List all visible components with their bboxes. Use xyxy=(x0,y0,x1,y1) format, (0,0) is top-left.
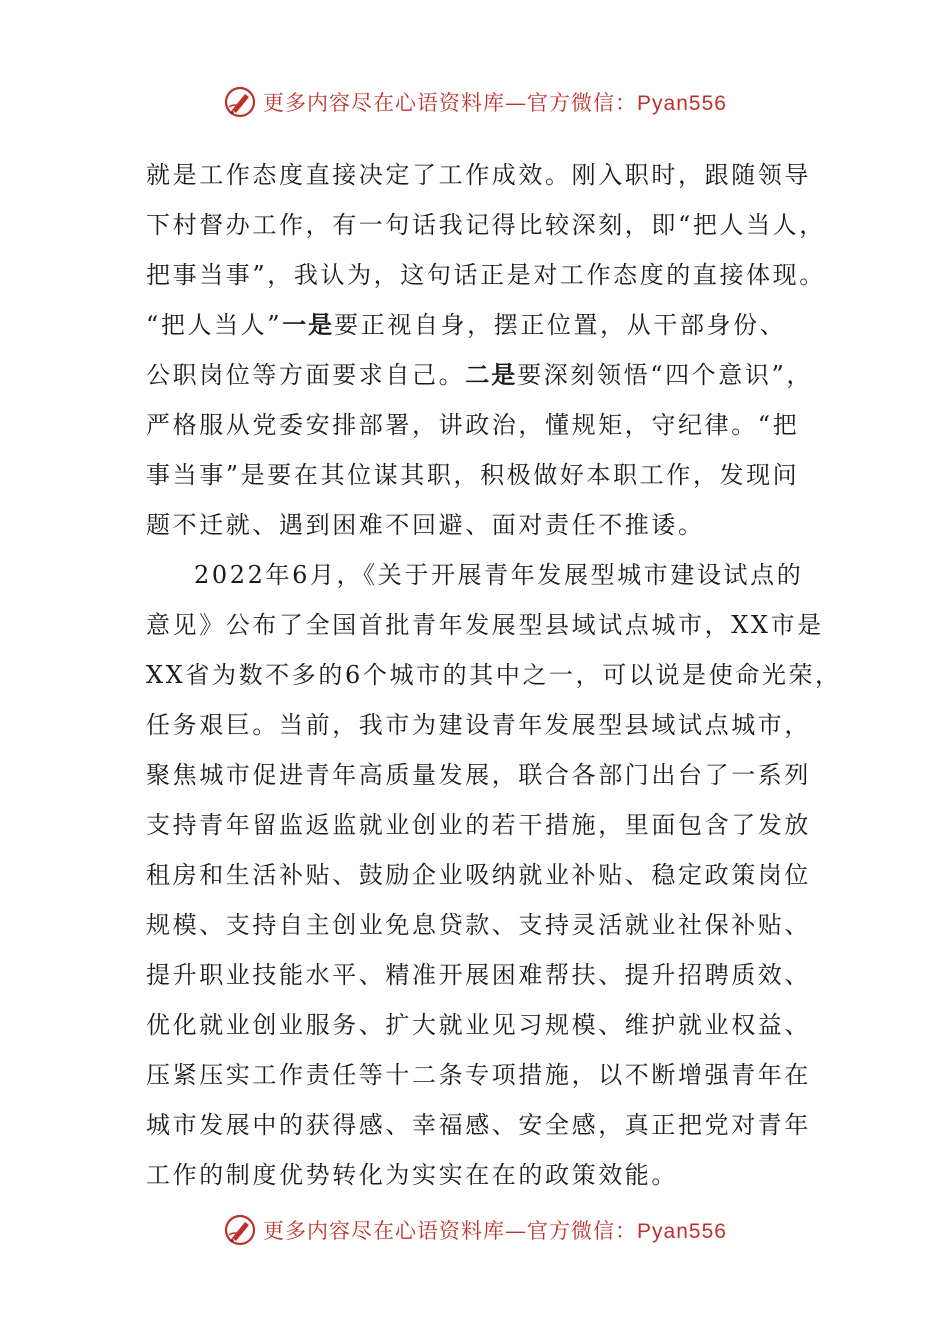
line-text: XX省为数不多的6个城市的其中之一，可以说是使命光荣， xyxy=(146,661,842,689)
text-line xyxy=(146,250,826,300)
line-text: 任务艰巨。当前，我市为建设青年发展型县域试点城市， xyxy=(146,711,811,739)
emphasis-text: 二是 xyxy=(465,361,518,389)
line-text: 城市发展中的获得感、幸福感、安全感，真正把党对青年 xyxy=(146,1111,811,1139)
text-line xyxy=(146,300,806,350)
banner-separator: — xyxy=(505,1219,528,1243)
line-text: 规模、支持自主创业免息贷款、支持灵活就业社保补贴、 xyxy=(146,911,811,939)
line-text: 严格服从党委安排部署，讲政治，懂规矩，守纪律。“把 xyxy=(146,411,800,439)
text-line xyxy=(146,850,811,900)
banner-text xyxy=(263,87,727,117)
text-line xyxy=(146,800,811,850)
banner-separator: — xyxy=(505,91,528,115)
line-text: 公职岗位等方面要求自己。 xyxy=(146,361,466,389)
banner-site-name: 更多内容尽在心语资料库 xyxy=(263,91,506,115)
line-text: 工作的制度优势转化为实实在在的政策效能。 xyxy=(146,1161,678,1189)
text-line xyxy=(146,450,806,500)
line-text: 优化就业创业服务、扩大就业见习规模、维护就业权益、 xyxy=(146,1011,811,1039)
line-text: 下村督办工作，有一句话我记得比较深刻，即“把人当人， xyxy=(146,211,826,239)
text-line xyxy=(146,350,813,400)
text-line xyxy=(146,600,824,650)
line-text: 2022年6月，《关于开展青年发展型城市建设试点的 xyxy=(194,561,804,589)
pen-logo-icon xyxy=(223,1213,257,1247)
pen-logo-icon xyxy=(223,85,257,119)
text-line xyxy=(146,950,811,1000)
footer-banner xyxy=(0,1210,950,1250)
header-banner xyxy=(0,82,950,122)
banner-wechat-id: Pyan556 xyxy=(637,92,727,115)
line-text: 要正视自身，摆正位置，从干部身份、 xyxy=(334,311,787,339)
banner-wechat-label: 官方微信： xyxy=(527,91,638,115)
banner-site-name: 更多内容尽在心语资料库 xyxy=(263,1219,506,1243)
line-text: 就是工作态度直接决定了工作成效。刚入职时，跟随领导 xyxy=(146,161,811,189)
text-line xyxy=(146,1000,811,1050)
line-text: “把人当人” xyxy=(146,311,283,339)
text-line xyxy=(146,650,842,700)
text-line xyxy=(146,150,811,200)
line-text: 意见》公布了全国首批青年发展型县域试点城市，XX市是 xyxy=(146,611,824,639)
text-line xyxy=(146,750,811,800)
text-line xyxy=(146,200,826,250)
banner-text xyxy=(263,1215,727,1245)
line-text: 要深刻领悟“四个意识”， xyxy=(517,361,813,389)
banner-wechat-id: Pyan556 xyxy=(637,1220,727,1243)
text-line xyxy=(146,900,811,950)
line-text: 聚焦城市促进青年高质量发展，联合各部门出台了一系列 xyxy=(146,761,811,789)
text-line xyxy=(146,550,806,600)
text-line xyxy=(146,1150,806,1200)
line-text: 题不迁就、遇到困难不回避、面对责任不推诿。 xyxy=(146,511,705,539)
line-text: 压紧压实工作责任等十二条专项措施，以不断增强青年在 xyxy=(146,1061,811,1089)
line-text: 租房和生活补贴、鼓励企业吸纳就业补贴、稳定政策岗位 xyxy=(146,861,811,889)
text-line xyxy=(146,400,806,450)
line-text: 把事当事”，我认为，这句话正是对工作态度的直接体现。 xyxy=(146,261,826,289)
document-body xyxy=(146,150,842,1200)
emphasis-text: 一是 xyxy=(282,311,335,339)
text-line xyxy=(146,1050,811,1100)
text-line xyxy=(146,1100,811,1150)
line-text: 事当事”是要在其位谋其职，积极做好本职工作，发现问 xyxy=(146,461,800,489)
line-text: 提升职业技能水平、精准开展困难帮扶、提升招聘质效、 xyxy=(146,961,811,989)
text-line xyxy=(146,700,811,750)
banner-wechat-label: 官方微信： xyxy=(527,1219,638,1243)
line-text: 支持青年留监返监就业创业的若干措施，里面包含了发放 xyxy=(146,811,811,839)
text-line xyxy=(146,500,806,550)
